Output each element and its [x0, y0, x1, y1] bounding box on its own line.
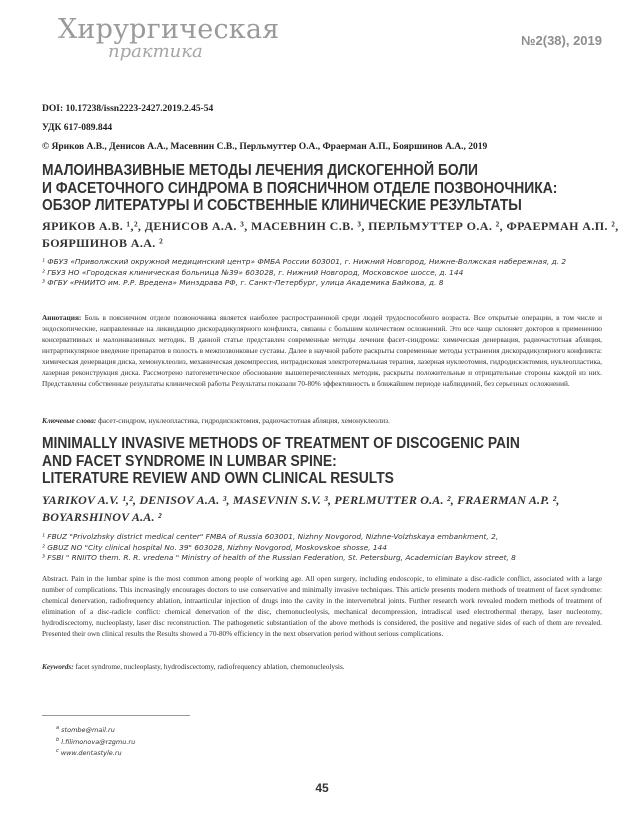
authors-en-line: YARIKOV A.V. ¹,², DENISOV A.A. ³, MASEVNIN S.V. ³, PERLMUTTER O.A. ², FRAERMAN A.P. ², [42, 493, 560, 507]
contact-email[interactable] [56, 736, 135, 748]
authors-ru [42, 218, 642, 252]
keywords-en-text: facet syndrome, nucleoplasty, hydrodiscectomy, radiofrequency ablation, chemonucleolysis. [75, 662, 345, 671]
keywords-ru-label: Ключевые слова: [42, 416, 97, 425]
title-en-line: AND FACET SYNDROME IN LUMBAR SPINE: [42, 452, 337, 470]
contacts [56, 724, 135, 759]
contact-text: www.dentastyle.ru [60, 749, 122, 758]
contact-text: l.filimonova@rzgmu.ru [61, 737, 136, 746]
keywords-en [42, 661, 602, 672]
title-ru-line: ОБЗОР ЛИТЕРАТУРЫ И СОБСТВЕННЫЕ КЛИНИЧЕСКИЕ РЕЗУЛЬТАТЫ [42, 197, 522, 214]
contact-mark: c [56, 748, 59, 755]
title-en [42, 435, 546, 488]
abstract-ru [42, 312, 602, 389]
contact-mark: a [56, 725, 60, 731]
contact-text: stombe@mail.ru [61, 726, 115, 735]
abstract-en [42, 573, 602, 639]
contact-website[interactable] [56, 747, 135, 759]
keywords-en-label: Keywords: [42, 662, 74, 671]
abstract-en-text: Pain in the lumbar spine is the most common among people of working age. All open surgery, including endoscopic, to eliminate a disc-radicle conflict, associated with a large number of complications. This increasingly encourages doctors to use conservative and minimally invasive techniques. This article presents modern methods of treatment of facet syndrome: chemical denervation, radiofrequency ablation, intraarticular injection of drugs into the cavity in the intervertebral joints. Further research work revealed modern methods of treatment of elimination of a disc-radicle conflict: chemical denervation of the disc, chemonucleolysis, mechanical decompression, intradiscal used electrothermal therapy, laser nucleotomy, hydrodiscectomy, nucleoplasty, laser disc reconstruction. The pathogenetic substantiation of the above methods is considered, the positive and negative sides of each of them are revealed. Presented their own clinical results the Results showed a 70-80% efficiency in the next observation period without serious complications. [42, 574, 602, 638]
affiliations-ru [42, 257, 602, 289]
doi: DOI: 10.17238/issn2223-2427.2019.2.45-54 [42, 104, 214, 114]
journal-logo-title: Хирургическая [58, 14, 280, 45]
footnote-divider [42, 715, 190, 716]
title-ru-line: МАЛОИНВАЗИВНЫЕ МЕТОДЫ ЛЕЧЕНИЯ ДИСКОГЕННОЙ БОЛИ [42, 162, 479, 179]
contact-email[interactable] [56, 724, 135, 736]
page-number: 45 [315, 781, 329, 795]
abstract-en-label: Abstract. [42, 574, 69, 583]
keywords-ru-text: фасет-синдром, нуклеопластика, гидродискэктомия, радиочастотная абляция, хемонуклеолиз. [98, 416, 390, 425]
affiliation: ³ ФГБУ «РНИИТО им. Р.Р. Вредена» Минздрава РФ, г. Санкт-Петербург, улица Академика Байкова, д. 8 [42, 278, 444, 287]
keywords-ru [42, 415, 602, 426]
udk: УДК 617-089.844 [42, 123, 113, 133]
affiliation: ¹ ФБУЗ «Приволжский окружной медицинский центр» ФМБА России 603001, г. Нижний Новгород, Нижне-Волжская набережная, д. 2 [42, 257, 567, 266]
affiliations-en [42, 532, 602, 564]
authors-ru-line: БОЯРШИНОВ А.А. ² [42, 236, 164, 250]
journal-logo-subtitle: практика [108, 41, 203, 62]
contact-mark: b [56, 736, 60, 743]
authors-en-line: BOYARSHINOV A.A. ² [42, 510, 162, 524]
abstract-ru-label: Аннотация: [42, 313, 82, 322]
affiliation: ¹ FBUZ "Privolzhsky district medical center" FMBA of Russia 603001, Nizhny Novgorod, Nizhne-Volzhskaya embankment, 2, [42, 532, 499, 541]
title-en-line: LITERATURE REVIEW AND OWN CLINICAL RESULTS [42, 470, 394, 487]
authors-ru-line: ЯРИКОВ А.В. ¹,², ДЕНИСОВ А.А. ³, МАСЕВНИН С.В. ³, ПЕРЛЬМУТТЕР О.А. ², ФРАЕРМАН А.П. ², [42, 219, 619, 233]
title-ru [42, 162, 558, 215]
affiliation: ² ГБУЗ НО «Городская клиническая больница №39» 603028, г. Нижний Новгород, Московское шоссе, д. 144 [42, 267, 464, 277]
abstract-ru-text: Боль в поясничном отделе позвоночника является наиболее распространенной среди людей трудоспособного возраста. Все открытые операции, в том числе и эндоскопические, направленные на ликвидацию дискорадикулярного конфликта, связаны с большим количеством осложнений. Это все чаще склоняет докторов к применению консервативных и малоинвазивных методик. В данной статье представлен современные методы лечения фасет-синдрома: химическая денервация, радиочастотная абляция, интрартикулярное введение препаратов в полость в межпозвонковые суставы. Далее в научной работе раскрыты современные методы устранения дискорадикулярного конфликта: химическая денервация диска, хемонуклеолиз, механическая декомпрессия, интрадисковая электротермальная терапия, лазерная нуклеотомия, гидродискэктомия, нуклеопластика, лазерная реконструкция диска. Рассмотрено патогенетическое обоснование вышеперечисленных методик, раскрыты положительные и отрицательные стороны каждой из них. Представлены собственные результаты клинической работы Результаты показали 70-80% эффективность в ближайшем периоде наблюдений, без серьезных осложнений. [42, 313, 602, 388]
affiliation: ³ FSBI " RNIITO them. R. R. vredena " Ministry of health of the Russian Federation, St. Petersburg, Academician Baykov street, 8 [42, 553, 516, 562]
title-ru-line: И ФАСЕТОЧНОГО СИНДРОМА В ПОЯСНИЧНОМ ОТДЕЛЕ ПОЗВОНОЧНИКА: [42, 179, 558, 197]
affiliation: ² GBUZ NO "City clinical hospital No. 39" 603028, Nizhny Novgorod, Moskovskoe shosse, 144 [42, 542, 387, 552]
authors-en [42, 492, 642, 526]
issue-number: №2(38), 2019 [521, 33, 602, 48]
title-en-line: MINIMALLY INVASIVE METHODS OF TREATMENT OF DISCOGENIC PAIN [42, 435, 520, 452]
copyright: © Яриков А.В., Денисов А.А., Масевнин С.В., Перльмуттер О.А., Фраерман А.П., Бояршинов А.А., 2019 [42, 142, 488, 152]
